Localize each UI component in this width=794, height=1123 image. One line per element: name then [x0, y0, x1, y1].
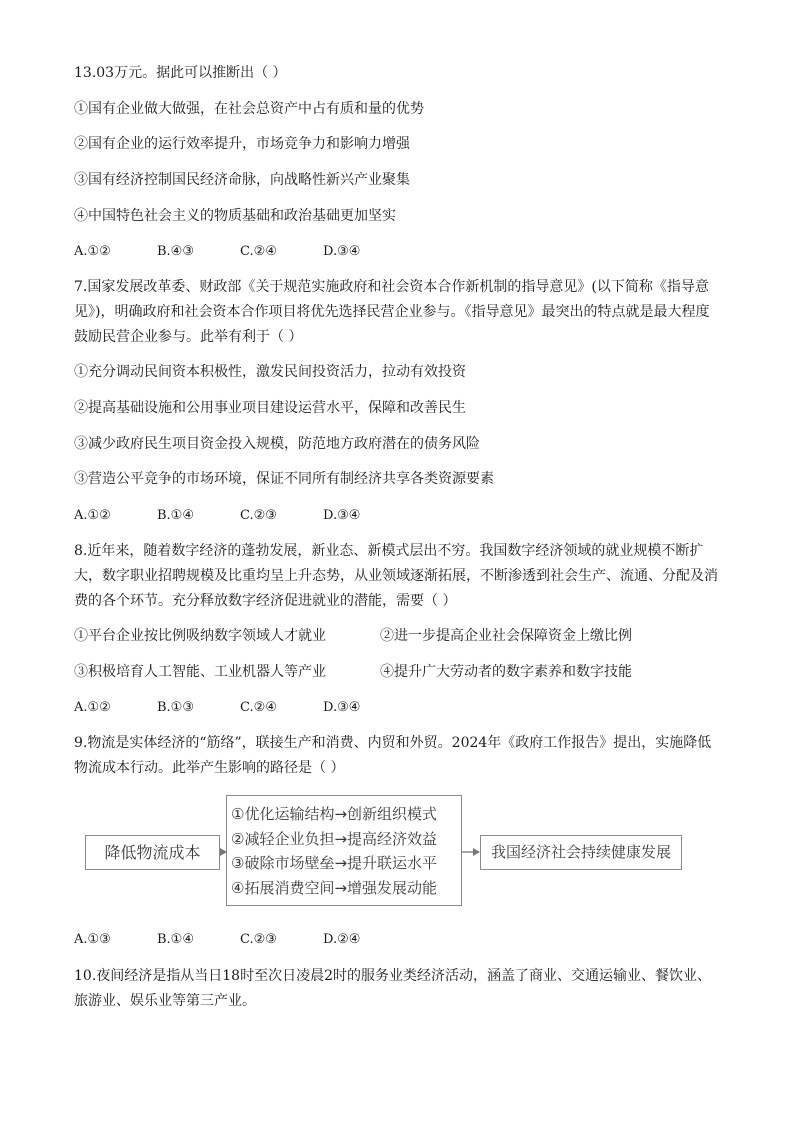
diagram-path-3: ③破除市场壁垒→提升联运水平: [231, 854, 438, 872]
q6-choice-c: C.②④: [240, 244, 277, 259]
q9-stem-line-2: 物流成本行动。此举产生影响的路径是（ ）: [74, 760, 345, 776]
q9-choice-b: B.①④: [157, 932, 194, 947]
q9-choice-a: A.①③: [74, 932, 111, 947]
q8-stem-line-1: 8.近年来，随着数字经济的蓬勃发展，新业态、新模式层出不穷。我国数字经济领域的就业规模不断扩: [74, 543, 704, 559]
q7-choice-c: C.②③: [240, 508, 277, 523]
q8-choice-d: D.③④: [323, 700, 361, 715]
q8-choices: [74, 698, 360, 718]
q7-choice-a: A.①②: [74, 508, 111, 523]
diagram-middle-box: [226, 795, 462, 906]
q6-option-1: ①国有企业做大做强，在社会总资产中占有质和量的优势: [74, 101, 424, 117]
q6-stem-tail: 13.03万元。据此可以推断出（ ）: [74, 65, 287, 81]
q8-choice-c: C.②④: [240, 700, 277, 715]
q8-option-3: ③积极培育人工智能、工业机器人等产业: [74, 664, 326, 680]
q6-choice-a: A.①②: [74, 244, 111, 259]
q7-stem-line-2: 见》)，明确政府和社会资本合作项目将优先选择民营企业参与。《指导意见》最突出的特点就是最大程度: [74, 304, 710, 320]
q6-choice-d: D.③④: [323, 244, 361, 259]
q7-option-2: ②提高基础设施和公用事业项目建设运营水平，保障和改善民生: [74, 400, 466, 416]
q7-choice-b: B.①④: [157, 508, 194, 523]
q7-choice-d: D.③④: [323, 508, 361, 523]
diagram-left-box: 降低物流成本: [85, 835, 220, 870]
q6-choice-b: B.④③: [157, 244, 194, 259]
arrow-right-icon: [462, 846, 480, 858]
q7-stem-line-1: 7.国家发展改革委、财政部《关于规范实施政府和社会资本合作新机制的指导意见》(以下简称《指导意: [74, 279, 709, 295]
q9-choice-d: D.②④: [323, 932, 361, 947]
q10-stem-line-2: 旅游业、娱乐业等第三产业。: [74, 993, 256, 1009]
q8-option-4: ④提升广大劳动者的数字素养和数字技能: [380, 664, 632, 680]
q7-option-4: ③营造公平竞争的市场环境，保证不同所有制经济共享各类资源要素: [74, 471, 494, 487]
q8-choice-b: B.①③: [157, 700, 194, 715]
q8-stem-line-2: 大，数字职业招聘规模及比重均呈上升态势，从业领域逐渐拓展，不断渗透到社会生产、流通、分配及消: [74, 568, 718, 584]
diagram-right-box: 我国经济社会持续健康发展: [480, 835, 682, 870]
q8-option-2: ②进一步提高企业社会保障资金上缴比例: [380, 628, 632, 644]
q7-option-1: ①充分调动民间资本积极性，激发民间投资活力，拉动有效投资: [74, 364, 466, 380]
diagram-path-4: ④拓展消费空间→增强发展动能: [231, 878, 438, 897]
q10-stem-line-1: 10.夜间经济是指从当日18时至次日凌晨2时的服务业类经济活动，涵盖了商业、交通运输业、餐饮业、: [74, 968, 711, 984]
q6-option-4: ④中国特色社会主义的物质基础和政治基础更加坚实: [74, 208, 396, 224]
q6-option-3: ③国有经济控制国民经济命脉，向战略性新兴产业聚集: [74, 172, 410, 188]
q8-stem-line-3: 费的各个环节。充分释放数字经济促进就业的潜能，需要（ ）: [74, 593, 457, 609]
q9-choice-c: C.②③: [240, 932, 277, 947]
q8-option-1: ①平台企业按比例吸纳数字领域人才就业: [74, 628, 326, 644]
q7-choices: [74, 506, 360, 526]
diagram-path-1: ①优化运输结构→创新组织模式: [231, 805, 438, 823]
q9-stem-line-1: 9.物流是实体经济的“筋络”，联接生产和消费、内贸和外贸。2024年《政府工作报告》提出，实施降低: [74, 735, 712, 751]
q9-choices: [74, 930, 360, 950]
q7-option-3: ③减少政府民生项目资金投入规模，防范地方政府潜在的债务风险: [74, 436, 480, 452]
q6-option-2: ②国有企业的运行效率提升，市场竞争力和影响力增强: [74, 136, 410, 152]
diagram-path-2: ②减轻企业负担→提高经济效益: [231, 829, 438, 848]
q7-stem-line-3: 鼓励民营企业参与。此举有利于（ ）: [74, 329, 303, 345]
q6-choices: [74, 242, 360, 262]
q8-choice-a: A.①②: [74, 700, 111, 715]
